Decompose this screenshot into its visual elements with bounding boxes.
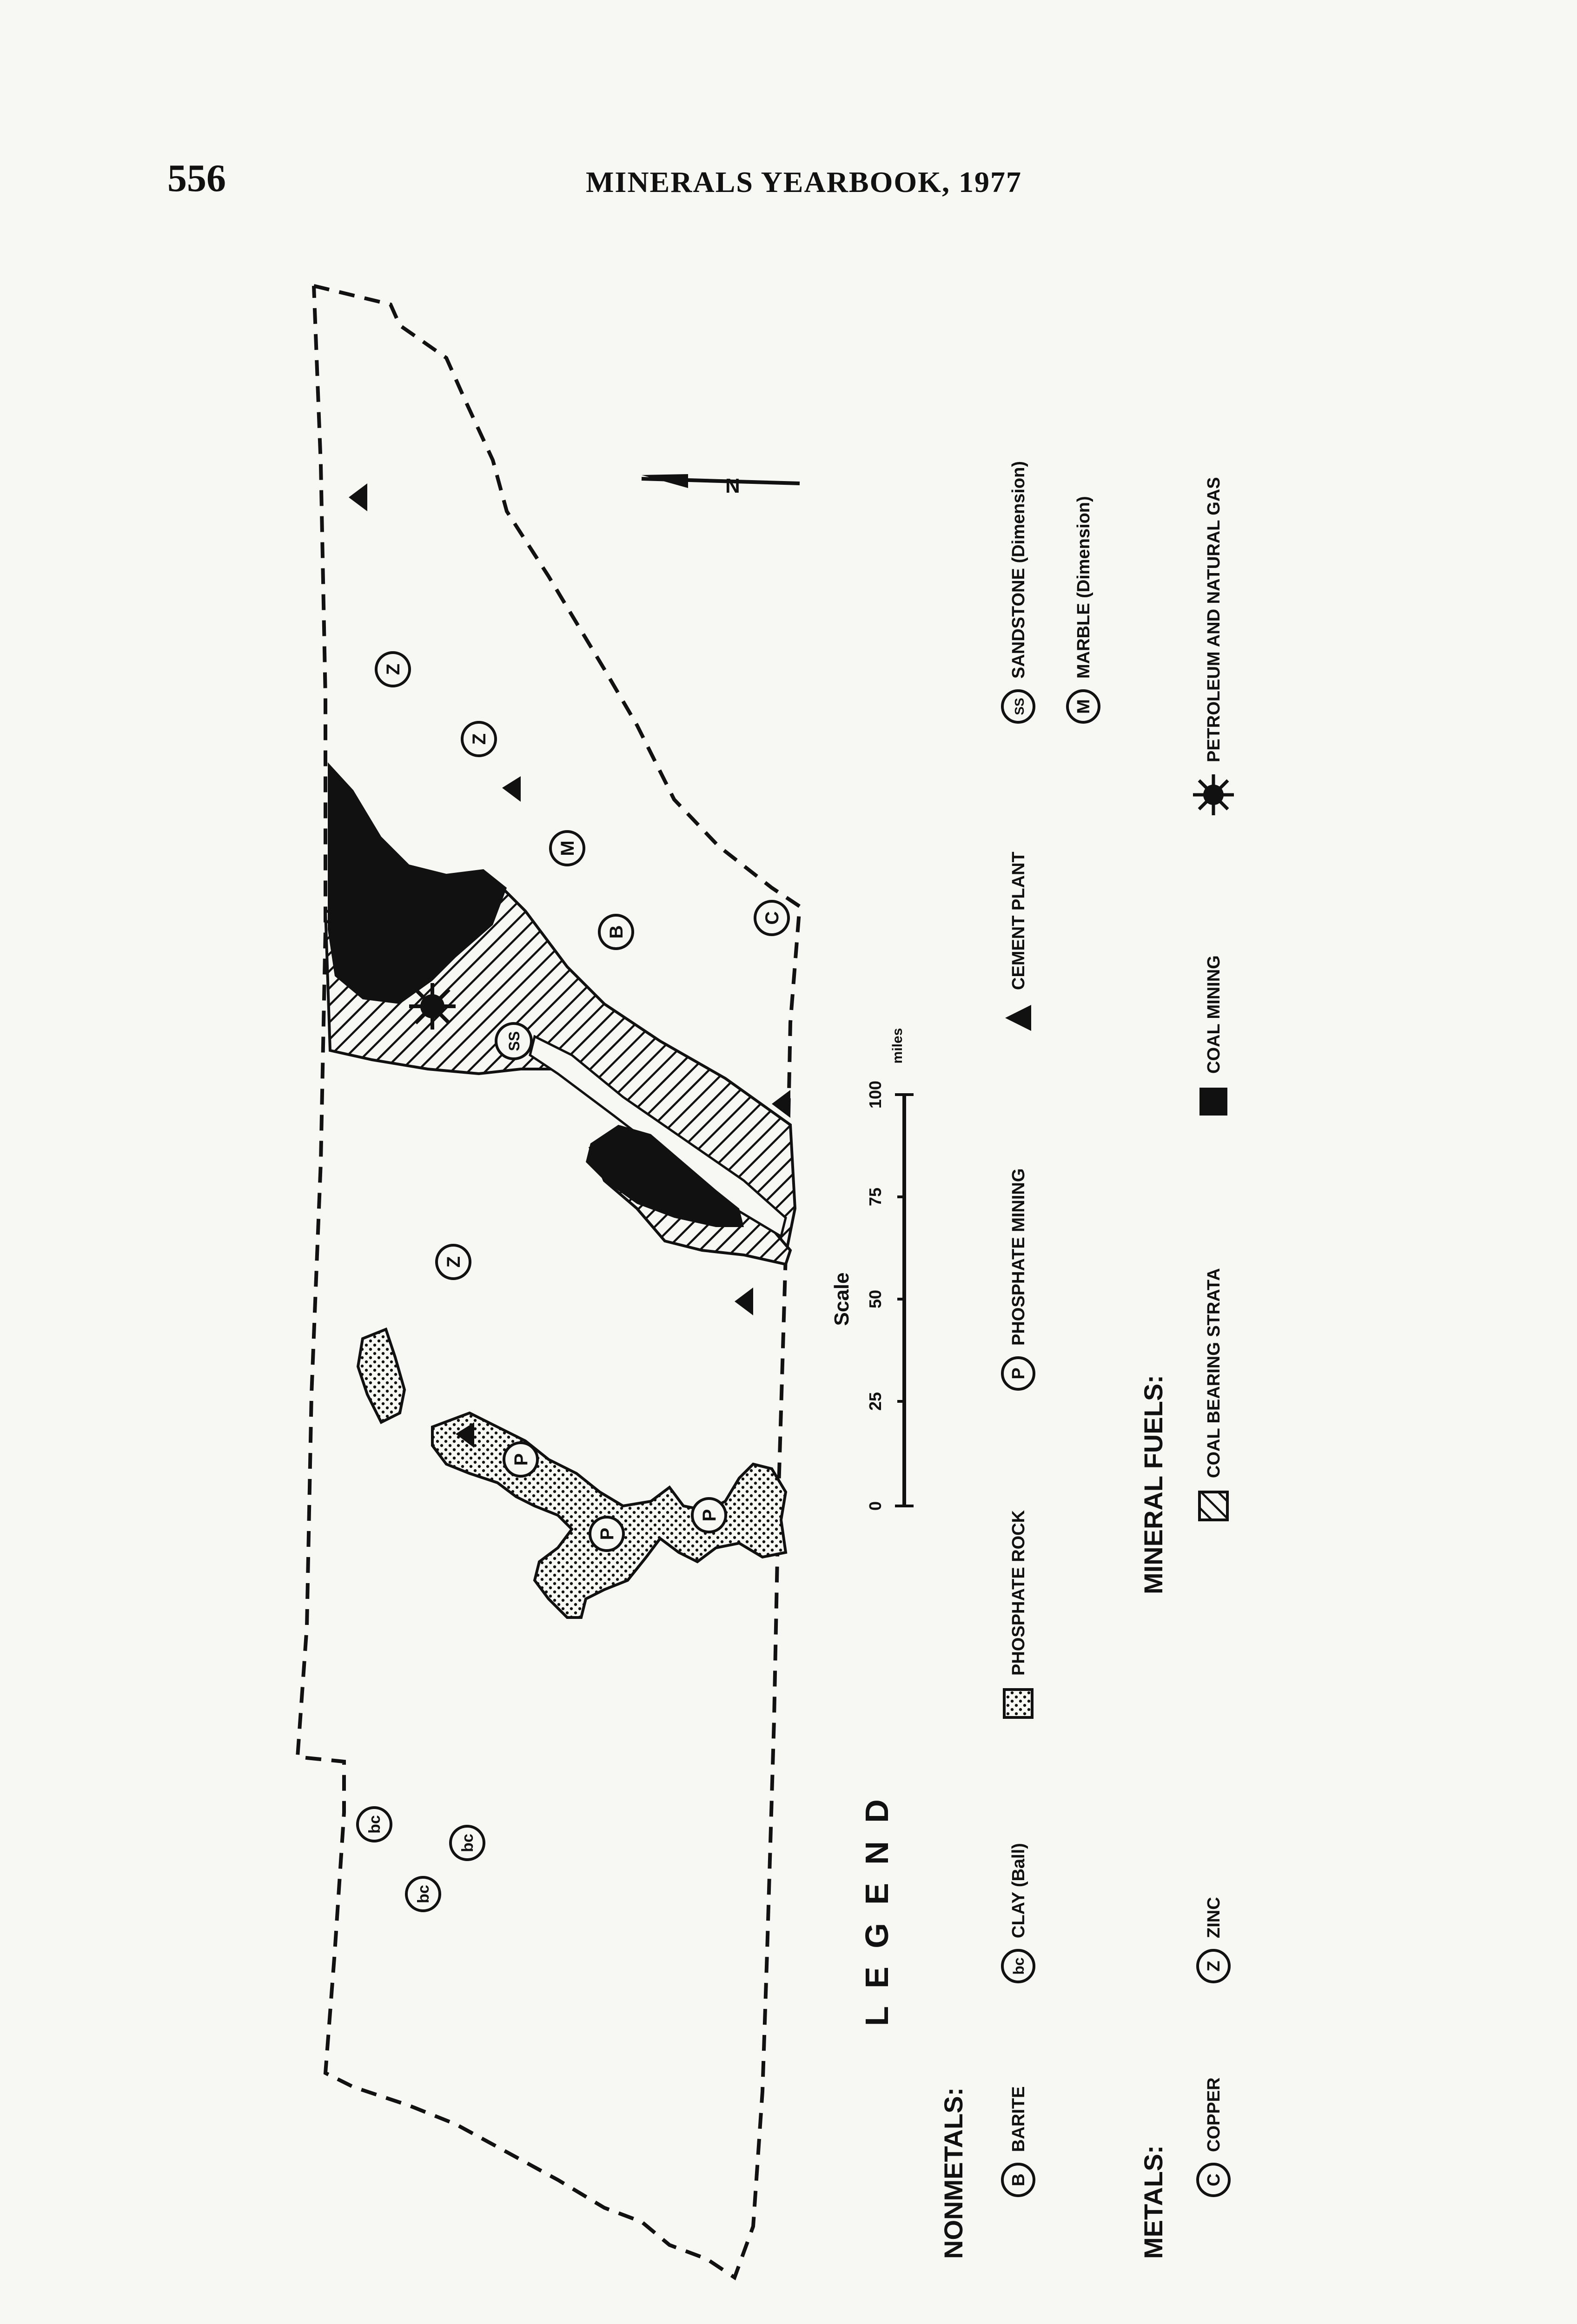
legend-zinc [1198,1897,1229,1982]
scale-tick-0: 0 [866,1501,885,1511]
svg-text:COAL BEARING STRATA: COAL BEARING STRATA [1204,1268,1224,1478]
petroleum-marker [409,983,456,1030]
svg-text:Z: Z [1204,1961,1224,1972]
legend-coal-bearing-strata [1199,1268,1227,1520]
scale-tick-75: 75 [866,1187,885,1207]
svg-text:SS: SS [1012,698,1027,715]
svg-text:bc: bc [415,1885,432,1903]
svg-text:B: B [606,925,627,939]
cement-plant-marker [502,776,521,802]
svg-text:CLAY (Ball): CLAY (Ball) [1009,1843,1028,1938]
phosphate-symbol [590,1517,623,1551]
svg-text:P: P [597,1527,617,1540]
copper-symbol [755,901,788,935]
svg-text:CEMENT PLANT: CEMENT PLANT [1009,852,1028,990]
svg-text:Z: Z [444,1256,464,1268]
svg-text:PETROLEUM AND NATURAL GAS: PETROLEUM AND NATURAL GAS [1204,477,1224,762]
scale-label: Scale [830,1272,853,1326]
phosphate-symbol [504,1443,537,1476]
zinc-symbol [437,1245,470,1279]
metals-heading: METALS: [1139,2145,1168,2259]
page-number: 556 [167,157,226,200]
svg-text:B: B [1009,2173,1028,2186]
scale-bar [830,1028,914,1511]
svg-text:C: C [1204,2173,1224,2186]
svg-text:M: M [1074,699,1093,714]
svg-text:SANDSTONE (Dimension): SANDSTONE (Dimension) [1009,461,1028,679]
running-head: MINERALS YEARBOOK, 1977 [586,165,1022,198]
legend-phosphate-mining [1002,1169,1034,1389]
svg-text:ZINC: ZINC [1204,1897,1224,1938]
clay-symbol [358,1808,391,1841]
legend-barite [1002,2086,1034,2196]
clay-symbol [406,1877,440,1911]
svg-text:M: M [557,840,578,856]
nonmetals-heading: NONMETALS: [939,2087,968,2259]
legend-title: L E G E N D [859,1795,895,2026]
legend [859,461,1234,2259]
scale-tick-25: 25 [866,1392,885,1411]
legend-marble [1067,496,1099,722]
cement-plant-marker [456,1422,474,1448]
svg-text:PHOSPHATE MINING: PHOSPHATE MINING [1009,1168,1028,1346]
zinc-symbol [462,722,496,756]
barite-symbol [599,915,633,949]
cement-plant-marker [735,1287,753,1315]
svg-text:bc: bc [1010,1957,1027,1975]
svg-text:BARITE: BARITE [1009,2086,1028,2152]
svg-text:MARBLE (Dimension): MARBLE (Dimension) [1074,496,1093,679]
svg-text:PHOSPHATE ROCK: PHOSPHATE ROCK [1009,1510,1028,1676]
legend-copper [1198,2078,1229,2196]
legend-cement-plant [1005,852,1031,1031]
svg-text:P: P [1009,1367,1028,1380]
sandstone-symbol [496,1023,531,1059]
svg-text:COPPER: COPPER [1204,2077,1224,2152]
petroleum-marker [344,930,391,976]
legend-petroleum [1193,477,1234,815]
svg-text:C: C [762,911,782,925]
svg-text:Z: Z [469,733,490,745]
svg-text:P: P [699,1509,720,1522]
marble-symbol [550,832,584,865]
phosphate-symbol [692,1499,726,1532]
cement-plant-marker [772,1090,790,1118]
scale-tick-50: 50 [866,1289,885,1309]
mineral-fuels-heading: MINERAL FUELS: [1139,1375,1168,1594]
legend-sandstone [1002,461,1034,722]
cement-plant-marker [349,483,367,511]
svg-text:P: P [511,1453,531,1466]
north-label: N [725,475,740,497]
zinc-symbol [376,653,410,686]
svg-text:bc: bc [459,1834,477,1852]
legend-phosphate-rock [1004,1510,1032,1717]
legend-coal-mining [1199,955,1227,1116]
scale-unit: miles [890,1028,905,1064]
scale-tick-100: 100 [866,1080,885,1109]
svg-text:Z: Z [383,663,404,675]
north-arrow [642,474,800,497]
svg-text:COAL MINING: COAL MINING [1204,955,1224,1074]
clay-symbol [451,1826,484,1860]
svg-text:SS: SS [506,1031,523,1051]
svg-text:bc: bc [366,1815,384,1834]
legend-clay [1002,1843,1034,1982]
